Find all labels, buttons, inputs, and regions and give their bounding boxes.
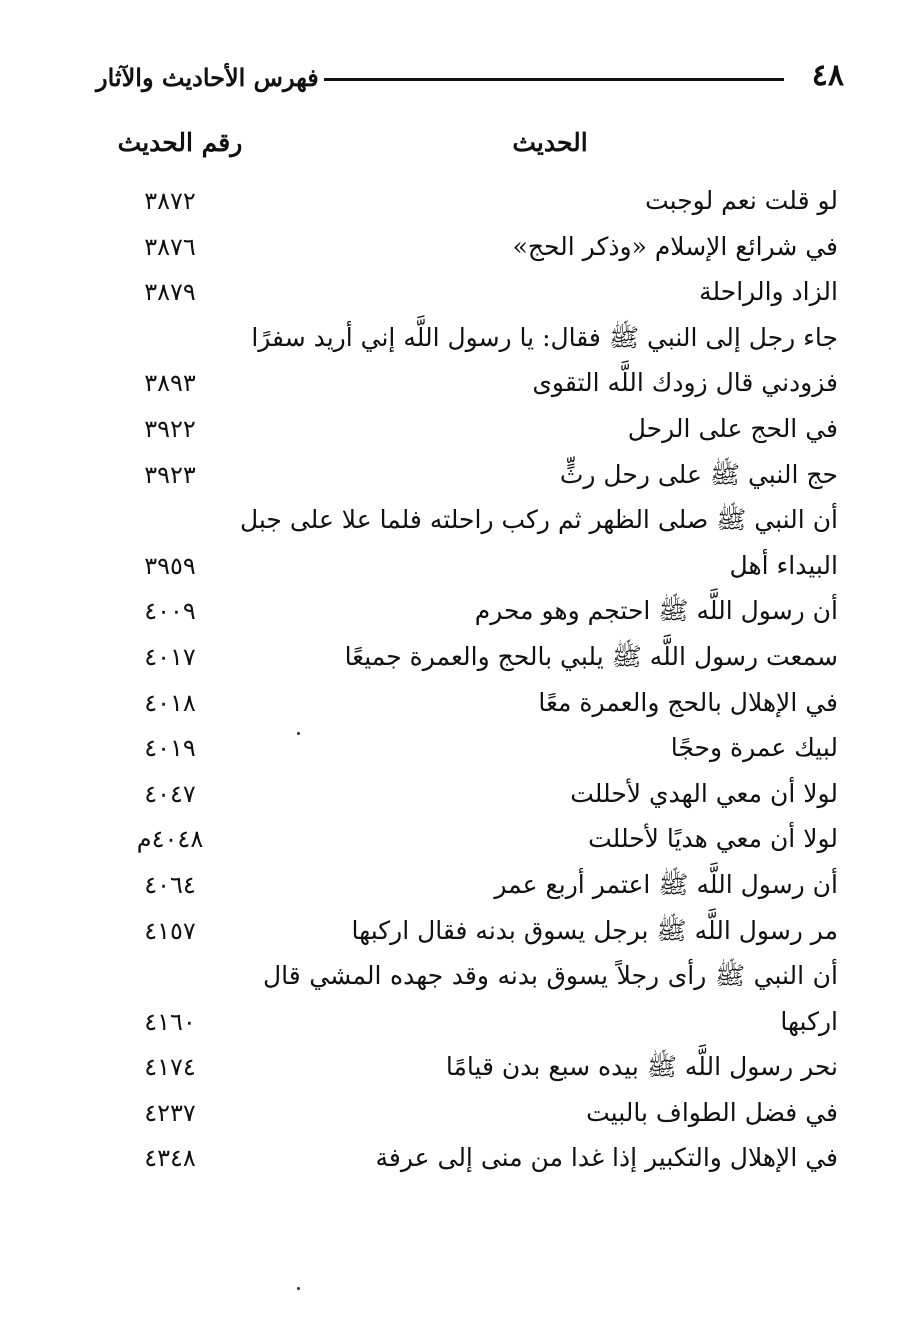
index-row <box>120 682 838 728</box>
print-speck <box>297 1287 300 1290</box>
index-row <box>120 545 838 591</box>
index-row <box>120 1137 838 1183</box>
index-row <box>120 317 838 363</box>
index-row <box>120 499 838 545</box>
hadith-text: حج النبي ﷺ على رحل رثٍّ <box>559 459 838 489</box>
page-number: ٤٨ <box>811 58 844 93</box>
index-row <box>120 454 838 500</box>
hadith-text: لولا أن معي هديًا لأحللت <box>588 824 838 854</box>
hadith-number: ٣٨٧٢ <box>144 187 196 215</box>
hadith-number: ٤٠٤٧ <box>144 779 196 808</box>
hadith-text: اركبها <box>780 1006 838 1036</box>
running-title: فهرس الأحاديث والآثار <box>96 63 319 92</box>
index-row <box>120 590 838 636</box>
index-row <box>120 180 838 226</box>
hadith-number: ٤١٦٠ <box>144 1007 196 1036</box>
hadith-number: ٣٨٧٩ <box>144 278 196 307</box>
hadith-text: لو قلت نعم لوجبت <box>645 186 838 215</box>
hadith-number: ٣٨٧٦ <box>144 232 196 261</box>
hadith-number: ٤٠٦٤ <box>144 870 196 899</box>
header-rule <box>324 78 784 81</box>
hadith-text: لبيك عمرة وحجًا <box>670 733 838 763</box>
hadith-text: جاء رجل إلى النبي ﷺ فقال: يا رسول اللَّه إني أريد سفرًا <box>251 322 838 352</box>
index-row <box>120 727 838 773</box>
hadith-text: أن رسول اللَّه ﷺ احتجم وهو محرم <box>474 596 838 626</box>
index-row <box>120 636 838 682</box>
hadith-number: ٣٩٥٩ <box>144 551 196 580</box>
hadith-text: في الإهلال والتكبير إذا غدا من منى إلى عرفة <box>375 1143 838 1173</box>
hadith-text: لولا أن معي الهدي لأحللت <box>570 778 838 808</box>
hadith-text: في فضل الطواف بالبيت <box>586 1097 838 1127</box>
page-header <box>96 56 844 106</box>
hadith-text: نحر رسول اللَّه ﷺ بيده سبع بدن قيامًا <box>445 1052 838 1082</box>
index-row <box>120 773 838 819</box>
index-row <box>120 408 838 454</box>
index-row <box>120 910 838 956</box>
hadith-number: ٤٠١٩ <box>144 734 196 763</box>
hadith-text: فزودني قال زودك اللَّه التقوى <box>532 368 838 398</box>
hadith-text: أن النبي ﷺ صلى الظهر ثم ركب راحلته فلما علا على جبل <box>239 505 838 535</box>
hadith-text: الزاد والراحلة <box>699 277 838 307</box>
index-row <box>120 226 838 272</box>
column-heading-hadith: الحديث <box>512 128 588 157</box>
hadith-number: ٤٣٤٨ <box>144 1144 196 1173</box>
index-row <box>120 1046 838 1092</box>
hadith-number: ٤٢٣٧ <box>144 1098 196 1127</box>
index-row <box>120 362 838 408</box>
hadith-text: في شرائع الإسلام «وذكر الحج» <box>512 231 838 261</box>
hadith-number: ٤٠١٨ <box>144 688 196 717</box>
index-row <box>120 955 838 1001</box>
index-row <box>120 818 838 864</box>
hadith-text: في الإهلال بالحج والعمرة معًا <box>538 687 838 717</box>
hadith-number: ٣٨٩٣ <box>144 369 196 398</box>
hadith-number: ٤١٥٧ <box>144 916 196 945</box>
hadith-text: أن النبي ﷺ رأى رجلاً يسوق بدنه وقد جهده المشي قال <box>263 961 838 991</box>
print-speck <box>297 732 300 735</box>
hadith-number: ٤٠٤٨م <box>136 825 204 854</box>
index-row <box>120 271 838 317</box>
index-row <box>120 1001 838 1047</box>
hadith-text: مر رسول اللَّه ﷺ برجل يسوق بدنه فقال اركبها <box>351 915 838 945</box>
hadith-number: ٤٠٠٩ <box>144 597 196 626</box>
hadith-number: ٤١٧٤ <box>144 1053 196 1082</box>
hadith-text: أن رسول اللَّه ﷺ اعتمر أربع عمر <box>494 869 838 899</box>
hadith-text: في الحج على الرحل <box>627 413 838 443</box>
hadith-text: سمعت رسول اللَّه ﷺ يلبي بالحج والعمرة جميعًا <box>344 641 838 671</box>
column-heading-number: رقم الحديث <box>117 128 243 157</box>
hadith-text: البيداء أهل <box>729 550 838 580</box>
hadith-number: ٣٩٢٣ <box>144 460 196 489</box>
index-row <box>120 864 838 910</box>
hadith-number: ٣٩٢٢ <box>144 414 196 443</box>
index-row <box>120 1092 838 1138</box>
hadith-number: ٤٠١٧ <box>144 642 196 671</box>
hadith-index-list <box>120 180 838 1183</box>
